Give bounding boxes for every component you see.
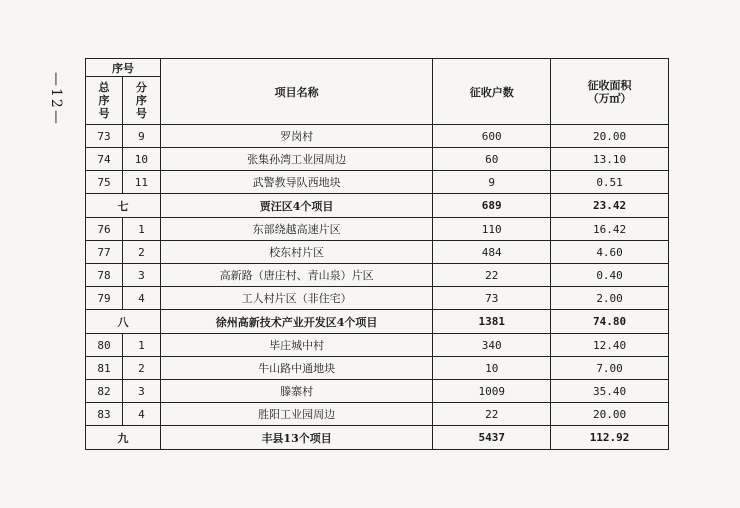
sub-no-cell: 1 xyxy=(122,218,160,241)
project-name-cell: 毕庄城中村 xyxy=(160,334,432,357)
group-name: 丰县13个项目 xyxy=(160,426,432,450)
sub-no-cell: 4 xyxy=(122,403,160,426)
area-cell: 35.40 xyxy=(551,380,669,403)
total-no-cell: 77 xyxy=(86,241,123,264)
project-name-cell: 武警教导队西地块 xyxy=(160,171,432,194)
serial-group-header: 序号 xyxy=(86,59,161,77)
area-cell: 20.00 xyxy=(551,125,669,148)
households-cell: 1009 xyxy=(433,380,551,403)
total-no-cell: 82 xyxy=(86,380,123,403)
project-name-cell: 张集孙湾工业园周边 xyxy=(160,148,432,171)
project-name-cell: 胜阳工业园周边 xyxy=(160,403,432,426)
area-cell: 0.40 xyxy=(551,264,669,287)
households-header: 征收户数 xyxy=(433,59,551,125)
sub-no-cell: 2 xyxy=(122,241,160,264)
table-row xyxy=(86,171,669,194)
group-row xyxy=(86,194,669,218)
households-cell: 600 xyxy=(433,125,551,148)
area-header-unit: （万㎡） xyxy=(587,91,632,105)
project-name-cell: 滕寨村 xyxy=(160,380,432,403)
group-row xyxy=(86,310,669,334)
sub-no-cell: 10 xyxy=(122,148,160,171)
total-no-cell: 81 xyxy=(86,357,123,380)
households-cell: 110 xyxy=(433,218,551,241)
total-no-cell: 83 xyxy=(86,403,123,426)
total-no-header-text: 总序号 xyxy=(98,81,110,120)
sub-no-cell: 1 xyxy=(122,334,160,357)
total-no-cell: 78 xyxy=(86,264,123,287)
households-cell: 22 xyxy=(433,403,551,426)
table-row xyxy=(86,241,669,264)
table-row xyxy=(86,287,669,310)
table-row xyxy=(86,334,669,357)
households-cell: 484 xyxy=(433,241,551,264)
group-area: 74.80 xyxy=(551,310,669,334)
area-cell: 16.42 xyxy=(551,218,669,241)
sub-no-cell: 3 xyxy=(122,264,160,287)
table-row xyxy=(86,125,669,148)
table-row xyxy=(86,380,669,403)
sub-no-cell: 4 xyxy=(122,287,160,310)
area-cell: 0.51 xyxy=(551,171,669,194)
group-name: 徐州高新技术产业开发区4个项目 xyxy=(160,310,432,334)
group-households: 689 xyxy=(433,194,551,218)
project-name-header: 项目名称 xyxy=(160,59,432,125)
sub-no-cell: 3 xyxy=(122,380,160,403)
page-number: —12— xyxy=(48,72,64,126)
total-no-cell: 80 xyxy=(86,334,123,357)
table-row xyxy=(86,357,669,380)
households-cell: 10 xyxy=(433,357,551,380)
project-name-cell: 工人村片区（非住宅） xyxy=(160,287,432,310)
total-no-cell: 73 xyxy=(86,125,123,148)
table-row xyxy=(86,148,669,171)
land-expropriation-table xyxy=(85,58,669,450)
total-no-cell: 76 xyxy=(86,218,123,241)
table-row xyxy=(86,264,669,287)
area-cell: 12.40 xyxy=(551,334,669,357)
group-households: 5437 xyxy=(433,426,551,450)
project-name-cell: 牛山路中通地块 xyxy=(160,357,432,380)
sub-no-header xyxy=(122,77,160,125)
area-cell: 4.60 xyxy=(551,241,669,264)
group-row xyxy=(86,426,669,450)
group-label: 九 xyxy=(86,426,161,450)
area-header-label: 征收面积 xyxy=(587,78,632,92)
group-label: 七 xyxy=(86,194,161,218)
sub-no-header-text: 分序号 xyxy=(135,81,147,120)
group-label: 八 xyxy=(86,310,161,334)
sub-no-cell: 11 xyxy=(122,171,160,194)
table-row xyxy=(86,403,669,426)
total-no-cell: 79 xyxy=(86,287,123,310)
table-body xyxy=(86,125,669,450)
households-cell: 22 xyxy=(433,264,551,287)
sub-no-cell: 9 xyxy=(122,125,160,148)
project-name-cell: 校东村片区 xyxy=(160,241,432,264)
households-cell: 340 xyxy=(433,334,551,357)
households-cell: 73 xyxy=(433,287,551,310)
total-no-header xyxy=(86,77,123,125)
group-area: 112.92 xyxy=(551,426,669,450)
project-name-cell: 高新路（唐庄村、青山泉）片区 xyxy=(160,264,432,287)
households-cell: 60 xyxy=(433,148,551,171)
total-no-cell: 74 xyxy=(86,148,123,171)
area-cell: 2.00 xyxy=(551,287,669,310)
group-area: 23.42 xyxy=(551,194,669,218)
sub-no-cell: 2 xyxy=(122,357,160,380)
project-name-cell: 东部绕越高速片区 xyxy=(160,218,432,241)
table-row xyxy=(86,218,669,241)
area-cell: 13.10 xyxy=(551,148,669,171)
project-name-cell: 罗岗村 xyxy=(160,125,432,148)
area-header xyxy=(551,59,669,125)
total-no-cell: 75 xyxy=(86,171,123,194)
area-cell: 20.00 xyxy=(551,403,669,426)
households-cell: 9 xyxy=(433,171,551,194)
group-name: 贾汪区4个项目 xyxy=(160,194,432,218)
area-cell: 7.00 xyxy=(551,357,669,380)
group-households: 1381 xyxy=(433,310,551,334)
